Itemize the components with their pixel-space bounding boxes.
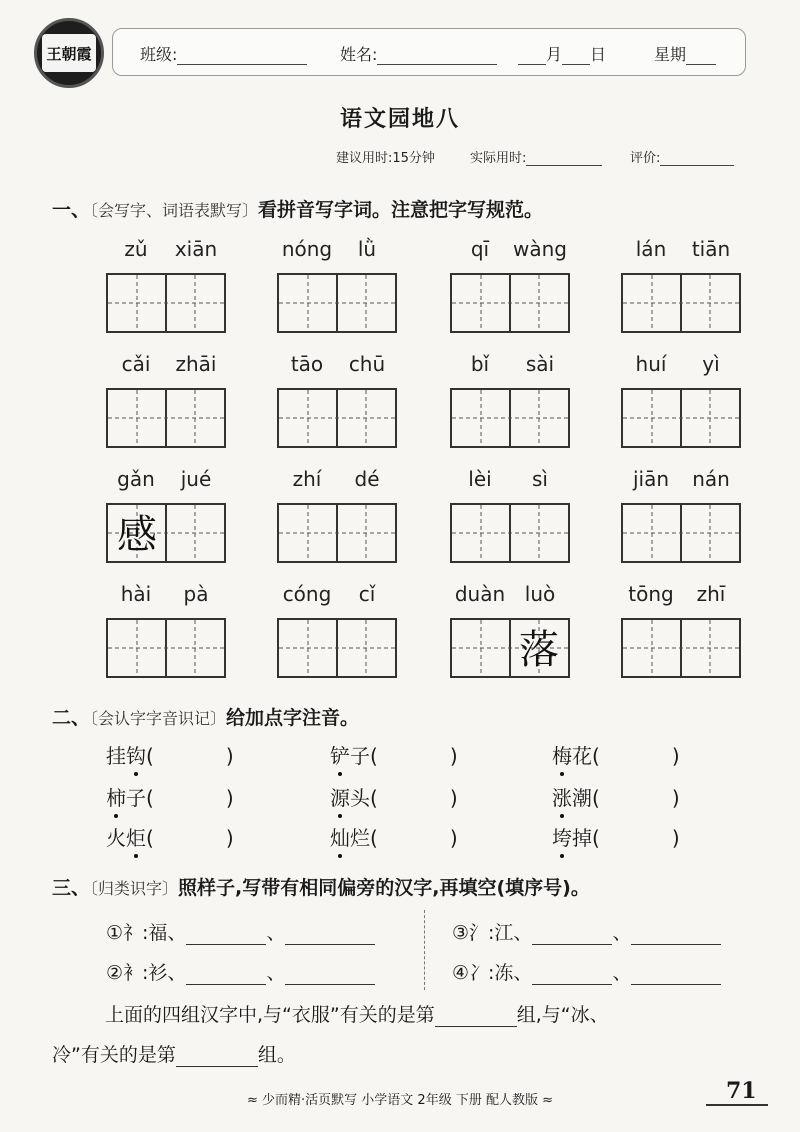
radical-row [106,918,375,945]
pinyin-syllable-2: xiān [174,237,218,261]
word-char-2: 烂 [350,826,370,850]
char-blank-2[interactable] [285,964,375,985]
box-char-2 [681,622,739,678]
box-char-2 [337,622,395,678]
pronunciation-item [330,740,490,769]
char-blank-2[interactable] [631,924,721,945]
box-char-1 [108,392,166,448]
writing-box-pair[interactable] [277,503,397,563]
box-char-2 [510,277,568,333]
box-char-2 [510,392,568,448]
box-char-1 [452,392,510,448]
page-title: 语文园地八 [339,107,460,132]
pinyin-syllable-1: cǎi [121,352,151,376]
word-item [106,237,226,337]
char-blank-1[interactable] [532,924,612,945]
box-char-2 [681,277,739,333]
pinyin-syllable-1: bǐ [470,352,490,376]
word-char-2: 子 [126,786,146,810]
pronunciation-item [106,740,266,769]
radical-label: ②衤:衫、 [106,962,187,984]
word-item [621,582,741,682]
char-blank-1[interactable] [186,924,266,945]
word-item [450,352,570,452]
box-char-1 [279,507,337,563]
open-paren: ( [370,744,378,768]
group-blank-clothes[interactable] [435,1006,517,1027]
pinyin-syllable-1: lèi [468,467,492,491]
pronunciation-item [106,822,266,851]
fill-sentence-2: 冷”有关的是第 组。 [52,1044,296,1066]
date-field[interactable]: 月 日 [518,42,606,65]
pinyin-syllable-2: zhāi [175,352,217,376]
pronunciation-item [552,740,712,769]
name-field[interactable]: 姓名: [340,42,497,65]
close-paren: ) [671,744,680,768]
open-paren: ( [146,786,154,810]
open-paren: ( [370,826,378,850]
writing-box-pair[interactable] [277,618,397,678]
open-paren: ( [592,786,600,810]
writing-box-pair[interactable] [106,503,226,563]
word-item [621,237,741,337]
pinyin-syllable-1: zhí [292,467,322,491]
box-char-2 [166,392,224,448]
radical-row [452,918,721,945]
separator: 、 [612,962,632,984]
close-paren: ) [449,744,458,768]
word-char-1: 铲 [330,740,350,769]
open-paren: ( [592,826,600,850]
writing-box-pair[interactable] [106,618,226,678]
writing-box-pair[interactable] [450,273,570,333]
weekday-field[interactable]: 星期 [654,42,716,65]
close-paren: ) [449,786,458,810]
box-char-1: 感 [117,512,157,558]
separator: 、 [612,922,632,944]
close-paren: ) [225,826,234,850]
writing-box-pair[interactable] [277,273,397,333]
word-char-1: 柿 [106,782,126,811]
pinyin-syllable-2: tiān [691,237,731,261]
word-char-2: 掉 [572,826,592,850]
word-item [450,582,570,682]
pinyin-syllable-2: nán [692,467,730,491]
class-field[interactable]: 班级: [140,42,307,65]
word-char-1: 灿 [330,822,350,851]
pinyin-syllable-1: qī [470,237,490,261]
pinyin-syllable-1: lán [635,237,667,261]
pinyin-syllable-1: jiān [632,467,670,491]
char-blank-2[interactable] [285,924,375,945]
fill-sentence-1: 上面的四组汉字中,与“衣服”有关的是第 组,与“冰、 [105,1004,609,1026]
separator: 、 [266,962,286,984]
writing-box-pair[interactable] [277,388,397,448]
word-item [106,582,226,682]
pinyin-syllable-1: huí [635,352,667,376]
box-char-2 [166,507,224,563]
box-char-2 [337,507,395,563]
box-char-1 [279,277,337,333]
word-char-2: 花 [572,744,592,768]
box-char-2 [681,507,739,563]
column-divider [424,910,425,990]
pronunciation-item [552,782,712,811]
pinyin-syllable-2: cǐ [358,582,376,606]
box-char-2 [337,277,395,333]
box-char-2 [337,392,395,448]
pinyin-syllable-1: gǎn [117,467,155,491]
pinyin-syllable-2: dé [354,467,380,491]
word-item [277,467,397,567]
word-item [621,352,741,452]
word-item [277,582,397,682]
separator: 、 [266,922,286,944]
radical-label: ①礻:福、 [106,922,187,944]
close-paren: ) [225,744,234,768]
pinyin-syllable-1: cóng [282,582,332,606]
close-paren: ) [671,826,680,850]
radical-label: ③氵:江、 [452,922,533,944]
section2-heading: 二、〔会认字字音识记〕给加点字注音。 [52,707,360,729]
pinyin-syllable-1: tāo [290,352,324,376]
pinyin-syllable-2: luò [524,582,556,606]
pinyin-syllable-2: zhī [696,582,726,606]
box-char-1 [623,507,681,563]
pinyin-syllable-1: zǔ [124,237,148,261]
word-char-2: 钩 [126,740,146,769]
pinyin-syllable-1: tōng [628,582,674,606]
word-char-1: 涨 [552,782,572,811]
writing-box-pair[interactable] [621,618,741,678]
pinyin-syllable-1: nóng [281,237,333,261]
suggested-time: 建议用时:15分钟 [336,151,435,166]
word-char-1: 火 [106,826,126,850]
writing-box-pair[interactable] [106,273,226,333]
box-char-1 [623,622,681,678]
word-char-2: 子 [350,744,370,768]
box-char-1 [452,622,510,678]
open-paren: ( [370,786,378,810]
box-char-1 [452,277,510,333]
writing-box-pair[interactable] [450,503,570,563]
writing-box-pair[interactable] [621,503,741,563]
actual-time-field[interactable]: 实际用时: [470,147,602,166]
pronunciation-item [552,822,712,851]
box-char-2 [166,622,224,678]
pinyin-syllable-2: pà [183,582,209,606]
box-char-1 [279,622,337,678]
word-char-1: 源 [330,782,350,811]
writing-box-pair[interactable] [106,388,226,448]
page-number-rule [706,1104,768,1106]
close-paren: ) [449,826,458,850]
box-char-1 [108,277,166,333]
open-paren: ( [146,744,154,768]
section1-heading: 一、〔会写字、词语表默写〕看拼音写字词。注意把字写规范。 [52,199,544,221]
box-char-2 [510,507,568,563]
word-item [450,467,570,567]
publisher-logo [34,18,104,88]
writing-box-pair[interactable] [450,388,570,448]
box-char-1 [108,622,166,678]
section3-heading: 三、〔归类识字〕照样子,写带有相同偏旁的汉字,再填空(填序号)。 [52,877,590,899]
word-item [621,467,741,567]
word-char-2: 潮 [572,786,592,810]
footer-text: ≈ 少而精·活页默写 小学语文 2年级 下册 配人教版 ≈ [247,1093,553,1108]
word-char-1: 梅 [552,740,572,769]
pinyin-syllable-1: hài [120,582,152,606]
word-char-1: 垮 [552,822,572,851]
pinyin-syllable-2: lǜ [357,237,377,261]
box-char-2: 落 [519,627,559,673]
box-char-1 [452,507,510,563]
open-paren: ( [146,826,154,850]
word-item [450,237,570,337]
pronunciation-item [106,782,266,811]
pinyin-syllable-2: jué [180,467,212,491]
word-char-1: 挂 [106,744,126,768]
close-paren: ) [671,786,680,810]
writing-box-pair[interactable] [621,388,741,448]
pinyin-syllable-1: duàn [454,582,506,606]
box-char-2 [681,392,739,448]
pronunciation-item [330,782,490,811]
radical-row [452,958,721,985]
box-char-1 [623,277,681,333]
word-item [277,237,397,337]
open-paren: ( [592,744,600,768]
word-item [106,467,226,567]
char-blank-1[interactable] [532,964,612,985]
pinyin-syllable-2: sài [525,352,555,376]
writing-box-pair[interactable] [621,273,741,333]
char-blank-1[interactable] [186,964,266,985]
pinyin-syllable-2: chū [348,352,386,376]
radical-label: ④冫:冻、 [452,962,533,984]
box-char-2 [166,277,224,333]
evaluation-field[interactable]: 评价: [630,147,734,166]
page-number: 71 [726,1078,757,1104]
pinyin-syllable-2: wàng [513,237,567,261]
logo-text: 王朝霞 [42,34,96,72]
box-char-1 [623,392,681,448]
close-paren: ) [225,786,234,810]
word-char-2: 头 [350,786,370,810]
word-item [277,352,397,452]
word-item [106,352,226,452]
group-blank-ice[interactable] [176,1046,258,1067]
writing-box-pair[interactable] [450,618,570,678]
radical-row [106,958,375,985]
pronunciation-item [330,822,490,851]
pinyin-syllable-2: sì [532,467,548,491]
word-char-2: 炬 [126,822,146,851]
box-char-1 [279,392,337,448]
char-blank-2[interactable] [631,964,721,985]
pinyin-syllable-2: yì [702,352,720,376]
